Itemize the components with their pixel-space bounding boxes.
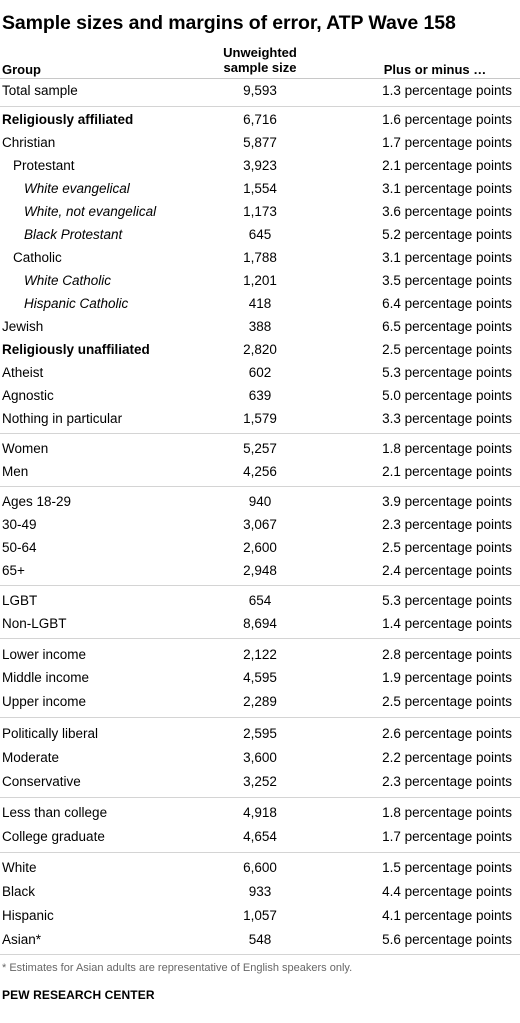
group-cell: Nothing in particular [2, 411, 123, 426]
group-cell: Total sample [2, 83, 78, 98]
table-row [0, 437, 520, 460]
table-row [0, 384, 520, 407]
table-row [0, 722, 520, 745]
margin-cell: 2.8 percentage points [382, 647, 512, 662]
sample-size-cell: 1,057 [243, 908, 277, 923]
table-row [0, 246, 520, 269]
table-row [0, 536, 520, 559]
margin-cell: 2.2 percentage points [382, 750, 512, 765]
sample-size-cell: 2,289 [243, 694, 277, 709]
margin-cell: 1.7 percentage points [382, 829, 512, 844]
table-row [0, 746, 520, 769]
table-row [0, 269, 520, 292]
group-cell: 30-49 [2, 517, 37, 532]
margin-cell: 1.7 percentage points [382, 135, 512, 150]
table-row [0, 490, 520, 513]
table-row [0, 880, 520, 903]
column-header-sample-size [200, 45, 320, 75]
group-cell: Ages 18-29 [2, 494, 72, 509]
margin-cell: 2.6 percentage points [382, 726, 512, 741]
sample-size-cell: 388 [248, 319, 272, 334]
group-cell: Black Protestant [24, 227, 123, 242]
footnote: * Estimates for Asian adults are representative of English speakers only. [2, 962, 353, 974]
margin-cell: 5.0 percentage points [382, 388, 512, 403]
sample-size-cell: 418 [248, 296, 272, 311]
margin-cell: 2.5 percentage points [382, 342, 512, 357]
sample-size-cell: 2,122 [243, 647, 277, 662]
margin-cell: 3.1 percentage points [382, 181, 512, 196]
sample-size-cell: 654 [248, 593, 272, 608]
group-cell: LGBT [2, 593, 38, 608]
table-row [0, 612, 520, 635]
table-row [0, 338, 520, 361]
margin-cell: 1.5 percentage points [382, 860, 512, 875]
sample-size-cell: 1,173 [243, 204, 277, 219]
sample-size-cell: 3,600 [243, 750, 277, 765]
margin-cell: 1.3 percentage points [382, 83, 512, 98]
table-row [0, 801, 520, 824]
page-title: Sample sizes and margins of error, ATP Wave 158 [2, 12, 456, 34]
sample-size-cell: 5,877 [243, 135, 277, 150]
margin-cell: 2.4 percentage points [382, 563, 512, 578]
table-row [0, 154, 520, 177]
group-divider [0, 486, 520, 487]
sample-size-cell: 4,595 [243, 670, 277, 685]
group-cell: Less than college [2, 805, 108, 820]
table-row [0, 643, 520, 666]
sample-size-cell: 639 [248, 388, 272, 403]
sample-size-cell: 6,600 [243, 860, 277, 875]
group-divider [0, 106, 520, 107]
sample-size-cell: 2,820 [243, 342, 277, 357]
table-row [0, 770, 520, 793]
margin-cell: 2.5 percentage points [382, 540, 512, 555]
table-row [0, 904, 520, 927]
sample-size-cell: 940 [248, 494, 272, 509]
margin-cell: 1.9 percentage points [382, 670, 512, 685]
group-cell: Jewish [2, 319, 44, 334]
group-cell: Conservative [2, 774, 81, 789]
table-row [0, 856, 520, 879]
group-divider [0, 585, 520, 586]
group-cell: Middle income [2, 670, 90, 685]
margin-cell: 5.3 percentage points [382, 593, 512, 608]
sample-size-cell: 5,257 [243, 441, 277, 456]
group-cell: Christian [2, 135, 56, 150]
margin-cell: 1.4 percentage points [382, 616, 512, 631]
sample-size-cell: 1,579 [243, 411, 277, 426]
margin-cell: 2.3 percentage points [382, 517, 512, 532]
sample-size-cell: 3,252 [243, 774, 277, 789]
table-row [0, 108, 520, 131]
sample-size-cell: 3,923 [243, 158, 277, 173]
margin-cell: 5.6 percentage points [382, 932, 512, 947]
margin-cell: 3.5 percentage points [382, 273, 512, 288]
margin-cell: 1.8 percentage points [382, 441, 512, 456]
sample-size-cell: 3,067 [243, 517, 277, 532]
sample-size-cell: 6,716 [243, 112, 277, 127]
table-row [0, 79, 520, 102]
group-cell: 50-64 [2, 540, 37, 555]
table-row [0, 407, 520, 430]
margin-cell: 2.1 percentage points [382, 158, 512, 173]
group-cell: Religiously affiliated [2, 112, 134, 127]
table-row [0, 825, 520, 848]
table-row [0, 589, 520, 612]
sample-size-cell: 4,256 [243, 464, 277, 479]
column-header-margin-of-error: Plus or minus … [383, 62, 487, 77]
table-row [0, 131, 520, 154]
margin-cell: 3.6 percentage points [382, 204, 512, 219]
table-row [0, 200, 520, 223]
table-row [0, 292, 520, 315]
margin-cell: 4.1 percentage points [382, 908, 512, 923]
group-cell: White Catholic [24, 273, 112, 288]
group-cell: Black [2, 884, 36, 899]
group-cell: Hispanic Catholic [24, 296, 129, 311]
source-brand: PEW RESEARCH CENTER [2, 988, 155, 1002]
group-cell: Asian* [2, 932, 42, 947]
margin-cell: 1.6 percentage points [382, 112, 512, 127]
sample-size-cell: 2,948 [243, 563, 277, 578]
sample-size-cell: 548 [248, 932, 272, 947]
sample-size-cell: 2,600 [243, 540, 277, 555]
margin-cell: 6.4 percentage points [382, 296, 512, 311]
group-cell: Religiously unaffiliated [2, 342, 150, 357]
margin-cell: 2.3 percentage points [382, 774, 512, 789]
sample-size-cell: 8,694 [243, 616, 277, 631]
group-cell: Politically liberal [2, 726, 99, 741]
margin-cell: 1.8 percentage points [382, 805, 512, 820]
margin-cell: 5.3 percentage points [382, 365, 512, 380]
group-cell: Catholic [13, 250, 62, 265]
sample-size-cell: 645 [248, 227, 272, 242]
table-row [0, 513, 520, 536]
margin-cell: 5.2 percentage points [382, 227, 512, 242]
sample-size-cell: 4,918 [243, 805, 277, 820]
group-cell: Atheist [2, 365, 44, 380]
group-cell: Hispanic [2, 908, 54, 923]
group-divider [0, 433, 520, 434]
table-row [0, 690, 520, 713]
table-row [0, 928, 520, 951]
table-row [0, 666, 520, 689]
table-row [0, 361, 520, 384]
table-row [0, 223, 520, 246]
column-header-sample-line2: sample size [223, 60, 297, 75]
group-cell: College graduate [2, 829, 105, 844]
margin-cell: 4.4 percentage points [382, 884, 512, 899]
group-cell: Protestant [13, 158, 75, 173]
table-row [0, 177, 520, 200]
group-divider [0, 638, 520, 639]
group-cell: Moderate [2, 750, 60, 765]
table-row [0, 315, 520, 338]
sample-size-cell: 1,201 [243, 273, 277, 288]
sample-size-cell: 1,554 [243, 181, 277, 196]
column-header-group: Group [2, 62, 41, 77]
table-row [0, 460, 520, 483]
sample-size-cell: 2,595 [243, 726, 277, 741]
margin-cell: 6.5 percentage points [382, 319, 512, 334]
group-cell: White [2, 860, 37, 875]
column-header-sample-line1: Unweighted [223, 45, 297, 60]
margin-cell: 3.3 percentage points [382, 411, 512, 426]
margin-cell: 2.5 percentage points [382, 694, 512, 709]
group-cell: Non-LGBT [2, 616, 67, 631]
sample-size-cell: 9,593 [243, 83, 277, 98]
group-cell: Lower income [2, 647, 87, 662]
margin-cell: 3.9 percentage points [382, 494, 512, 509]
table-bottom-rule [0, 954, 520, 955]
sample-size-cell: 4,654 [243, 829, 277, 844]
sample-size-cell: 602 [248, 365, 272, 380]
sample-size-cell: 1,788 [243, 250, 277, 265]
group-cell: Men [2, 464, 29, 479]
sample-size-cell: 933 [248, 884, 272, 899]
group-cell: White evangelical [24, 181, 130, 196]
group-cell: Upper income [2, 694, 87, 709]
group-cell: Agnostic [2, 388, 54, 403]
group-divider [0, 797, 520, 798]
group-cell: Women [2, 441, 49, 456]
group-divider [0, 852, 520, 853]
margin-cell: 3.1 percentage points [382, 250, 512, 265]
group-divider [0, 717, 520, 718]
margin-cell: 2.1 percentage points [382, 464, 512, 479]
group-cell: White, not evangelical [24, 204, 157, 219]
group-cell: 65+ [2, 563, 25, 578]
table-row [0, 559, 520, 582]
